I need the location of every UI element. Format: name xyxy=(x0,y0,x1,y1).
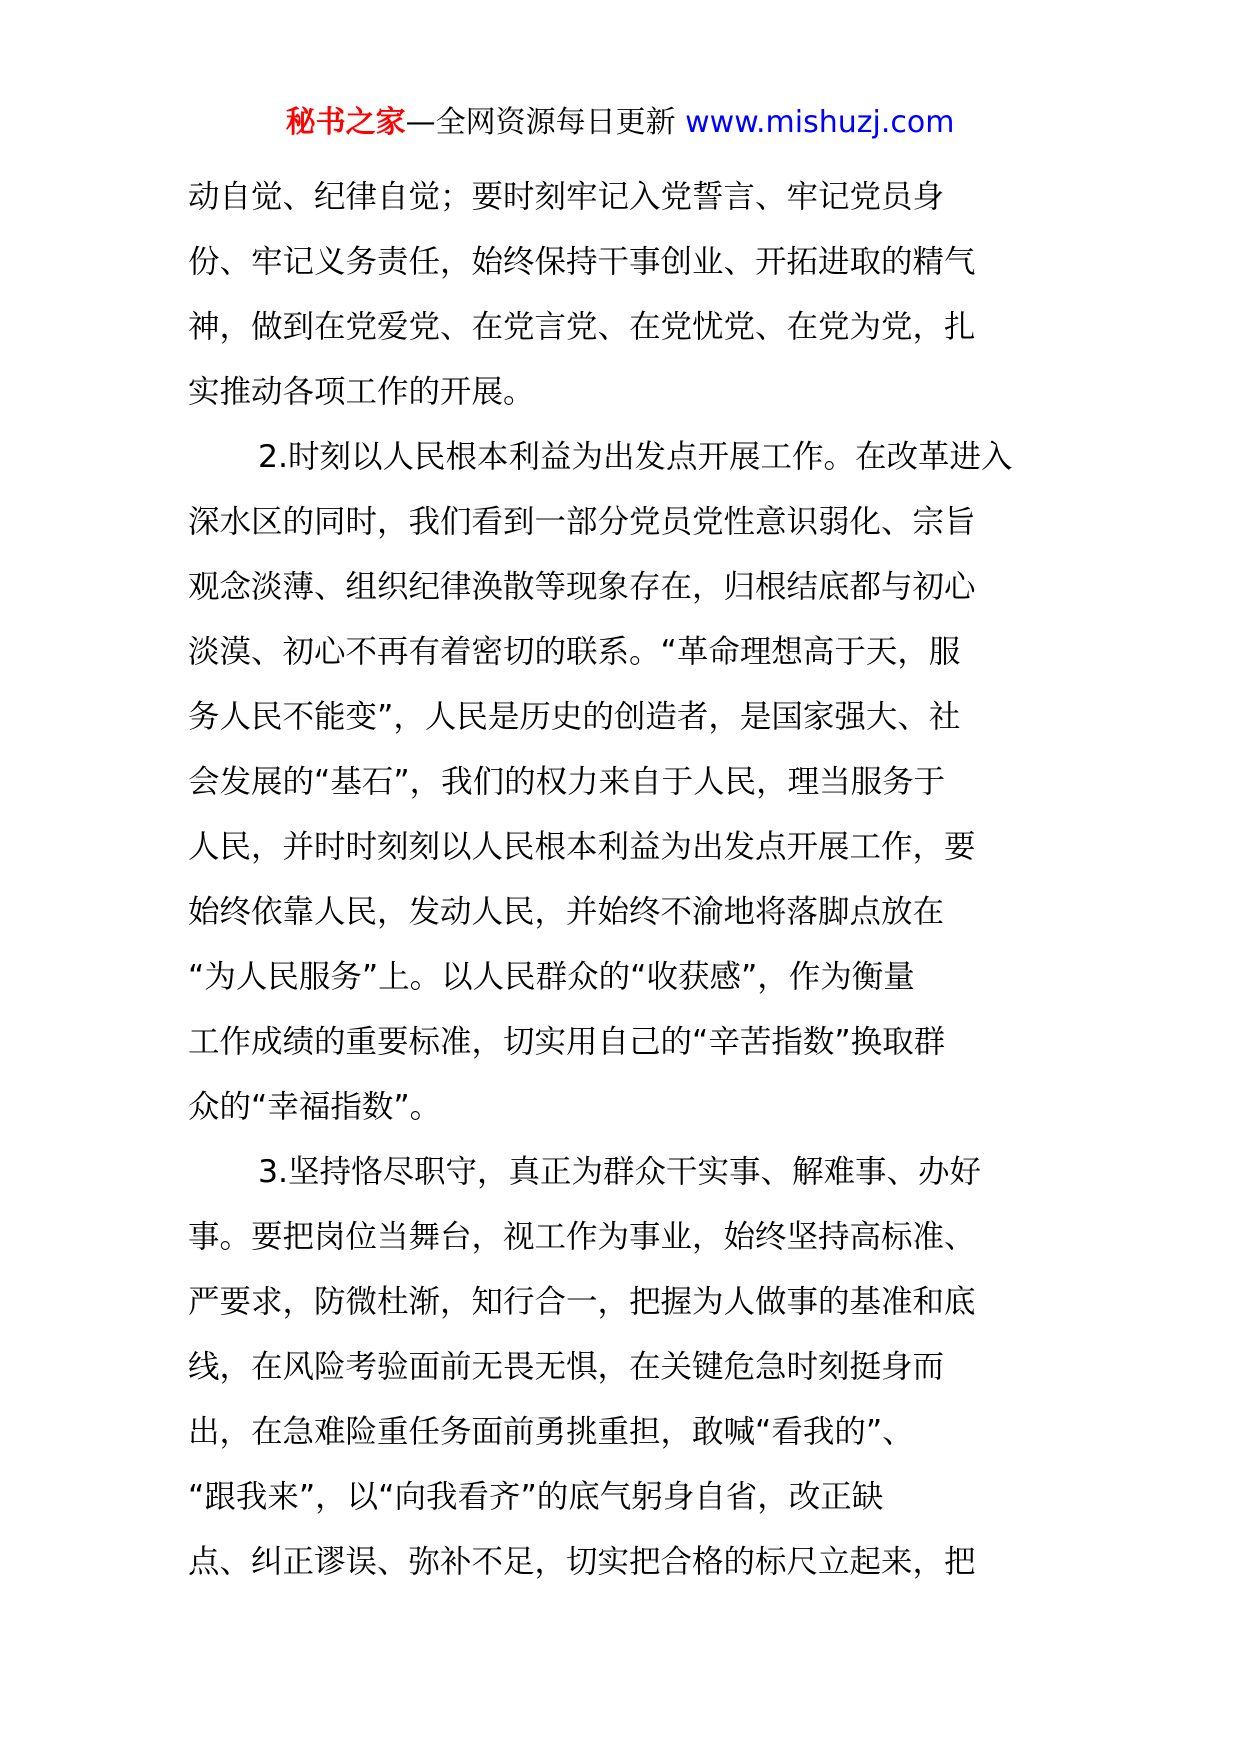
text-line: 份、牢记义务责任，始终保持干事创业、开拓进取的精气 xyxy=(188,244,976,280)
text-line: 众的“幸福指数”。 xyxy=(188,1089,442,1125)
text-line: 线，在风险考验面前无畏无惧，在关键危急时刻挺身而 xyxy=(188,1349,945,1385)
text-line: “为人民服务”上。以人民群众的“收获感”，作为衡量 xyxy=(188,959,915,995)
text-line: 务人民不能变”，人民是历史的创造者，是国家强大、社 xyxy=(188,699,961,735)
text-line: 实推动各项工作的开展。 xyxy=(188,374,535,410)
text-line: 始终依靠人民，发动人民，并始终不渝地将落脚点放在 xyxy=(188,894,945,930)
text-line: “跟我来”，以“向我看齐”的底气躬身自省，改正缺 xyxy=(188,1479,884,1515)
site-brand: 秘书之家 xyxy=(285,105,406,140)
site-url-link[interactable]: www.mishuzj.com xyxy=(685,105,955,140)
text-line: 人民，并时时刻刻以人民根本利益为出发点开展工作，要 xyxy=(188,829,976,865)
paragraph-2-first-line: 2.时刻以人民根本利益为出发点开展工作。在改革进入 xyxy=(258,439,1013,475)
document-body xyxy=(188,165,1054,1595)
site-header xyxy=(0,100,1240,146)
text-line: 动自觉、纪律自觉；要时刻牢记入党誓言、牢记党员身 xyxy=(188,179,945,215)
text-line: 淡漠、初心不再有着密切的联系。“革命理想高于天，服 xyxy=(188,634,961,670)
site-tagline: —全网资源每日更新 xyxy=(405,105,676,140)
text-line: 严要求，防微杜渐，知行合一，把握为人做事的基准和底 xyxy=(188,1284,976,1320)
text-line: 会发展的“基石”，我们的权力来自于人民，理当服务于 xyxy=(188,764,946,800)
text-line: 深水区的同时，我们看到一部分党员党性意识弱化、宗旨 xyxy=(188,504,976,540)
text-line: 出，在急难险重任务面前勇挑重担，敢喊“看我的”、 xyxy=(188,1414,914,1450)
text-line: 点、纠正谬误、弥补不足，切实把合格的标尺立起来，把 xyxy=(188,1544,976,1580)
text-line: 神，做到在党爱党、在党言党、在党忧党、在党为党，扎 xyxy=(188,309,976,345)
text-line: 事。要把岗位当舞台，视工作为事业，始终坚持高标准、 xyxy=(188,1219,976,1255)
text-line: 工作成绩的重要标准，切实用自己的“辛苦指数”换取群 xyxy=(188,1024,946,1060)
paragraph-3-first-line: 3.坚持恪尽职守，真正为群众干实事、解难事、办好 xyxy=(258,1154,982,1190)
text-line: 观念淡薄、组织纪律涣散等现象存在，归根结底都与初心 xyxy=(188,569,976,605)
